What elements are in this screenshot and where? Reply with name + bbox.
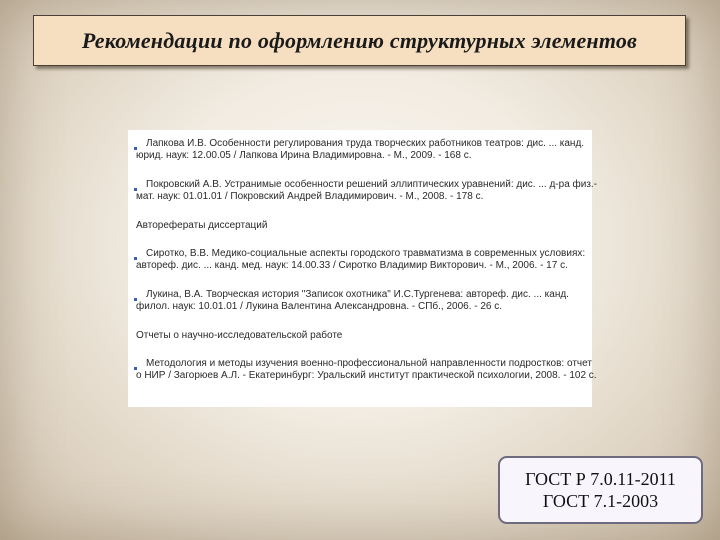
entry-line: Лапкова И.В. Особенности регулирования труда творческих работников театров: дис. ... канд.	[146, 138, 585, 149]
entry-marker	[134, 367, 137, 370]
gost-standard-1: ГОСТ Р 7.0.11-2011	[525, 469, 676, 489]
bibliography-entry	[136, 248, 586, 272]
slide-title: Рекомендации по оформлению структурных элементов	[81, 27, 638, 53]
entry-line: филол. наук: 10.01.01 / Лукина Валентина Александровна. - СПб., 2006. - 26 с.	[136, 301, 503, 312]
entry-marker	[134, 298, 137, 301]
entry-line: юрид. наук: 12.00.05 / Лапкова Ирина Владимировна. - М., 2009. - 168 с.	[136, 150, 472, 161]
entry-marker	[134, 147, 137, 150]
bibliography-entry	[136, 289, 582, 313]
bibliography-section-heading	[136, 330, 582, 342]
bibliography-entry	[136, 179, 598, 203]
bibliography-section-heading	[136, 220, 582, 232]
bibliography-entry	[136, 358, 597, 382]
entry-line: автореф. дис. ... канд. мед. наук: 14.00.33 / Сиротко Владимир Викторович. - М., 2006. - 17 с.	[136, 260, 568, 271]
entry-marker	[134, 257, 137, 260]
entry-line: Отчеты о научно-исследовательской работе	[136, 330, 343, 341]
entry-line: Покровский А.В. Устранимые особенности решений эллиптических уравнений: дис. ... д-ра физ.-	[146, 179, 598, 190]
entry-line: Сиротко, В.В. Медико-социальные аспекты городского травматизма в современных условиях:	[146, 248, 586, 259]
bibliography-entry	[136, 138, 585, 162]
bibliography-example-image	[128, 130, 598, 407]
slide-title-box	[33, 15, 686, 66]
entry-line: Лукина, В.А. Творческая история "Записок охотника" И.С.Тургенева: автореф. дис. ... канд.	[146, 289, 569, 300]
gost-standards-box	[498, 456, 703, 524]
entry-line: Методология и методы изучения военно-профессиональной направленности подростков: отчет	[146, 358, 592, 369]
entry-line: Авторефераты диссертаций	[136, 220, 268, 231]
entry-marker	[134, 188, 137, 191]
entry-line: о НИР / Загорюев А.Л. - Екатеринбург: Уральский институт практической психологии, 2008. - 102 с.	[136, 370, 597, 381]
entry-line: мат. наук: 01.01.01 / Покровский Андрей Владимирович. - М., 2008. - 178 с.	[136, 191, 484, 202]
gost-standard-2: ГОСТ 7.1-2003	[542, 491, 659, 511]
